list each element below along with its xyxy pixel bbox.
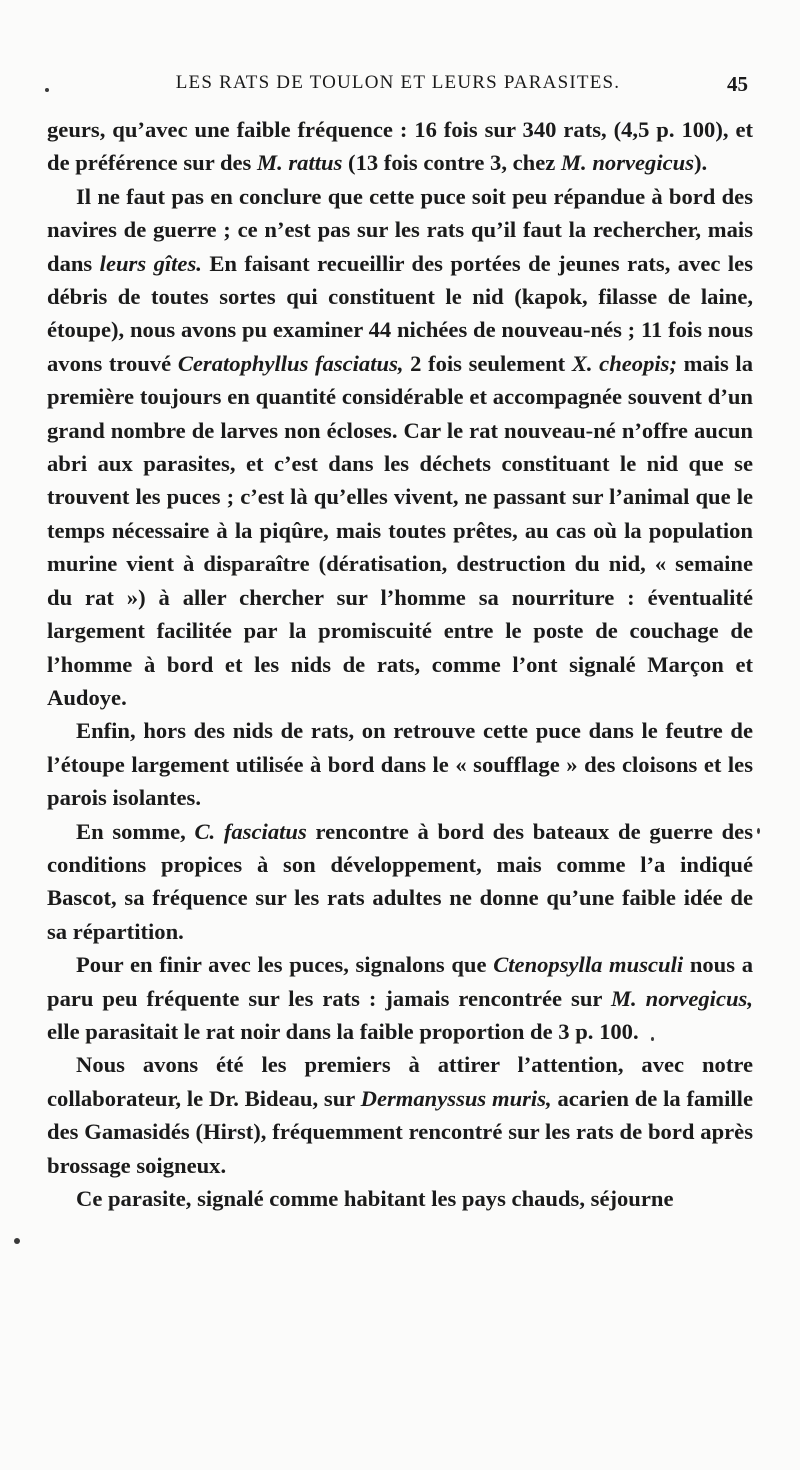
paragraph: [47, 1182, 753, 1215]
body-text: [47, 113, 753, 1215]
scan-speck: [651, 1037, 654, 1041]
text-run: geurs, qu’avec une faible fréquence : 16 fois sur 340 rats, (4,5 p. 100), et de préférence sur des: [47, 117, 753, 176]
text-run: acarien de la famille des Gamasidés (Hirst), fréquemment rencontré sur les rats de bord après brossage soigneux.: [47, 1085, 753, 1178]
italic-term: leurs gîtes.: [99, 250, 202, 276]
text-run: nous a paru peu fréquente sur les rats : jamais rencontrée sur: [47, 952, 754, 1011]
text-run: 2 fois seulement: [403, 350, 572, 376]
paragraph: [47, 948, 753, 1048]
page-number: 45: [727, 72, 748, 96]
italic-term: Ceratophyllus fasciatus,: [177, 350, 404, 376]
text-run: Enfin, hors des nids de rats, on retrouve cette puce dans le feutre de l’étoupe largement utilisée à bord dans le « soufflage » des cloisons et les parois isolantes.: [47, 718, 753, 811]
paragraph: [47, 180, 753, 715]
text-run: Ce parasite, signalé comme habitant les pays chauds, séjourne: [76, 1186, 674, 1211]
text-run: rencontre à bord des bateaux de guerre des conditions propices à son développement, mais comme l’a indiqué Bascot, sa fréquence sur les rats adultes ne donne qu’une faible idée de sa répartition.: [47, 818, 754, 944]
text-run: En somme,: [76, 818, 195, 844]
italic-term: M. rattus: [257, 150, 343, 176]
text-run: ).: [694, 150, 708, 176]
running-title: LES RATS DE TOULON ET LEURS PARASITES.: [175, 72, 621, 93]
italic-term: C. fasciatus: [194, 818, 307, 844]
text-run: Nous avons été les premiers à attirer l’attention, avec notre collaborateur, le Dr. Bideau, sur: [47, 1052, 753, 1111]
text-run: Pour en finir avec les puces, signalons que: [76, 952, 494, 978]
text-run: elle parasitait le rat noir dans la faible proportion de 3 p. 100.: [47, 1018, 639, 1044]
text-run: (13 fois contre 3, chez: [342, 150, 561, 176]
text-run: Il ne faut pas en conclure que cette puce soit peu répandue à bord des navires de guerre ; ce n’est pas sur les rats qu’il faut la rechercher, mais dans: [47, 183, 753, 276]
text-run: En faisant recueillir des portées de jeunes rats, avec les débris de toutes sortes qui constituent le nid (kapok, filasse de laine, étoupe), nous avons pu examiner 44 nichées de nouveau-nés ; 11 fois nous avons trouvé: [47, 250, 753, 376]
italic-term: X. cheopis;: [571, 350, 677, 376]
scan-speck: [45, 88, 49, 92]
paragraph: [47, 1048, 753, 1182]
italic-term: M. norvegicus: [560, 150, 695, 176]
italic-term: Dermanyssus muris,: [360, 1085, 552, 1111]
paragraph: [47, 815, 753, 949]
paragraph: [47, 714, 753, 814]
italic-term: Ctenopsylla musculi: [493, 952, 684, 978]
scan-speck: [757, 828, 760, 834]
page-header: [48, 72, 748, 102]
italic-term: M. norvegicus,: [610, 985, 753, 1011]
text-run: mais la première toujours en quantité considérable et accompagnée souvent d’un grand nombre de larves non écloses. Car le rat nouveau-né n’offre aucun abri aux parasites, et c’est dans les déchets constituant le nid que se trouvent les puces ; c’est là qu’elles vivent, ne passant sur l’animal que le temps nécessaire à la piqûre, mais toutes prêtes, au cas où la population murine vient à disparaître (dératisation, destruction du nid, « semaine du rat ») à aller chercher sur l’homme sa nourriture : éventualité largement facilitée par la promiscuité entre le poste de couchage de l’homme à bord et les nids de rats, comme l’ont signalé Marçon et Audoye.: [47, 350, 753, 710]
scan-speck: [14, 1238, 20, 1244]
paragraph: [47, 113, 753, 180]
